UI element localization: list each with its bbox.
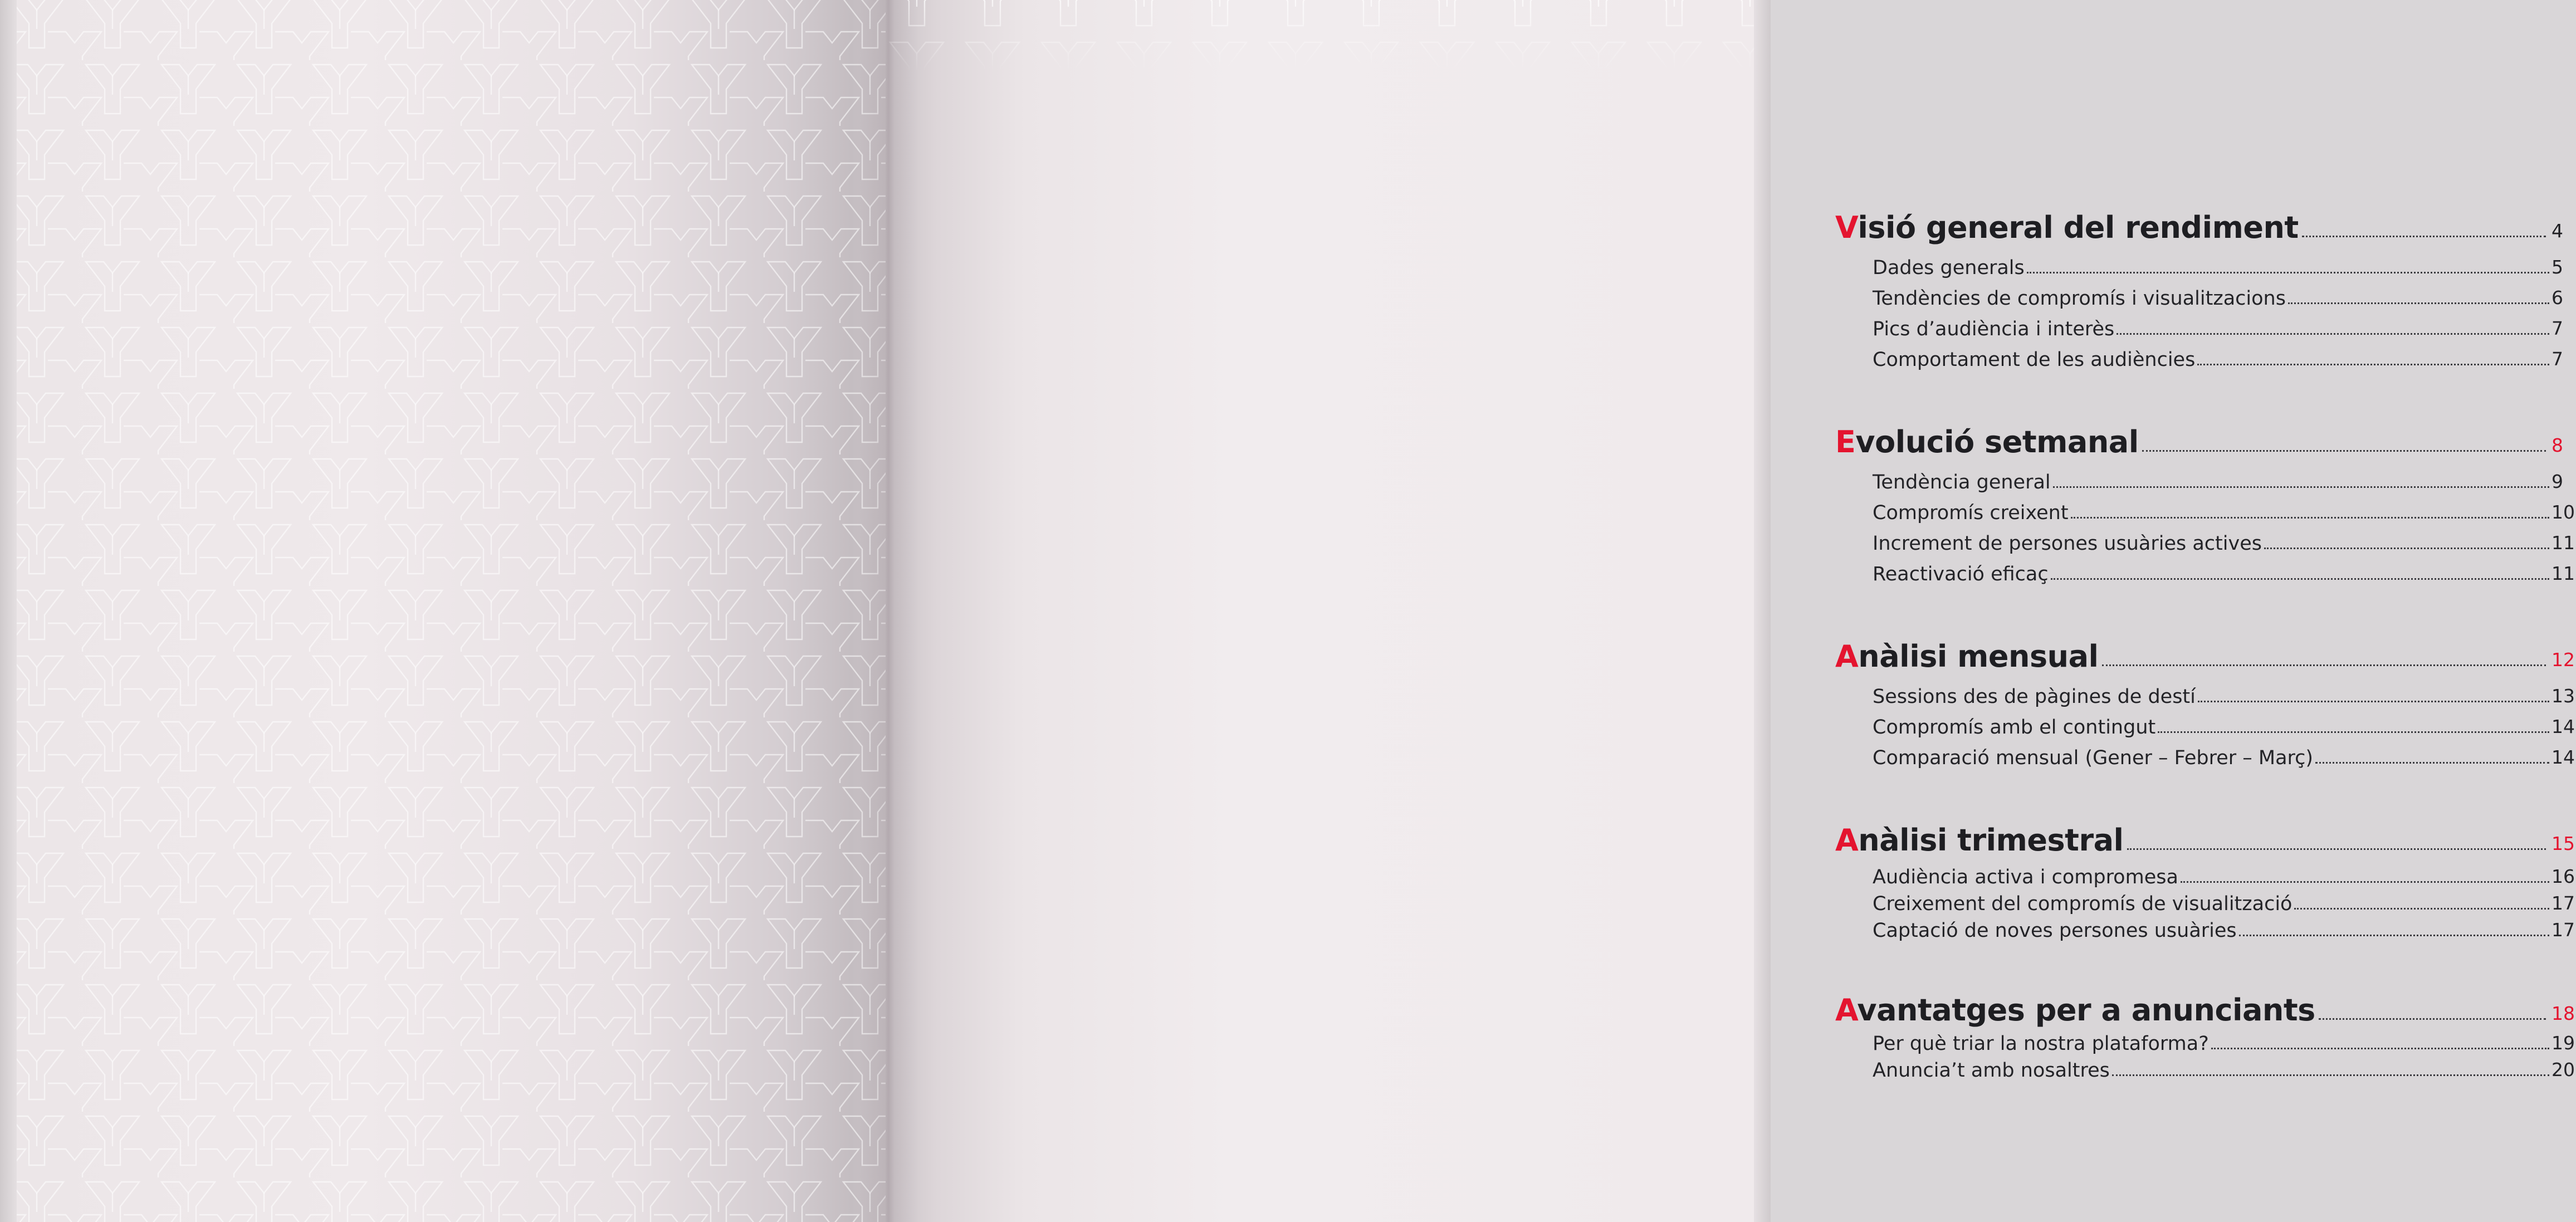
dot-leader xyxy=(2198,700,2549,702)
page-edge-left xyxy=(0,0,17,1222)
section-title xyxy=(1835,424,2139,460)
dot-leader xyxy=(2158,731,2549,733)
entry-title: Reactivació eficaç xyxy=(1873,563,2049,585)
toc-entry[interactable] xyxy=(1873,317,2576,340)
toc-section xyxy=(1835,813,2576,942)
section-initial: A xyxy=(1835,823,1859,858)
entry-page-number: 7 xyxy=(2551,348,2563,370)
dot-leader xyxy=(2027,271,2549,273)
entry-title: Compromís amb el contingut xyxy=(1873,716,2156,739)
entry-title: Comparació mensual (Gener – Febrer – Març) xyxy=(1873,747,2314,769)
dot-leader xyxy=(2288,302,2549,304)
toc-section-heading[interactable] xyxy=(1835,201,2576,245)
toc-entry[interactable] xyxy=(1873,1059,2576,1082)
entry-title: Creixement del compromís de visualització xyxy=(1873,893,2293,915)
section-page-number: 12 xyxy=(2551,649,2575,671)
toc-entry[interactable] xyxy=(1873,746,2576,769)
toc-entry[interactable] xyxy=(1873,532,2576,555)
toc-entry[interactable] xyxy=(1873,919,2576,942)
entry-page-number: 19 xyxy=(2551,1032,2575,1054)
section-title xyxy=(1835,210,2299,245)
entry-page-number: 9 xyxy=(2551,471,2563,492)
dot-leader xyxy=(2142,449,2546,452)
y-cube-pattern xyxy=(17,0,886,1222)
toc-section xyxy=(1835,415,2576,585)
dot-leader xyxy=(2181,881,2549,883)
right-page xyxy=(886,0,2575,1222)
section-title-text: isió general del rendiment xyxy=(1858,210,2299,245)
entry-page-number: 5 xyxy=(2551,256,2563,278)
dot-leader xyxy=(2294,907,2549,910)
entry-page-number: 7 xyxy=(2551,317,2563,339)
top-pattern-strip xyxy=(886,0,1754,72)
dot-leader xyxy=(2315,761,2549,764)
section-title-text: volució setmanal xyxy=(1855,424,2139,460)
dot-leader xyxy=(2264,547,2549,549)
toc-section-heading[interactable] xyxy=(1835,813,2576,858)
toc-section-heading[interactable] xyxy=(1835,983,2576,1028)
toc-entry[interactable] xyxy=(1873,471,2576,493)
entry-title: Compromís creixent xyxy=(1873,502,2069,524)
toc-entry[interactable] xyxy=(1873,563,2576,585)
entry-title: Audiència activa i compromesa xyxy=(1873,866,2178,888)
toc-entry[interactable] xyxy=(1873,892,2576,915)
dot-leader xyxy=(2127,848,2546,850)
dot-leader xyxy=(2319,1018,2546,1020)
toc-entry[interactable] xyxy=(1873,866,2576,888)
entry-title: Pics d’audiència i interès xyxy=(1873,318,2115,340)
entry-title: Tendències de compromís i visualitzacions xyxy=(1873,287,2286,310)
entry-title: Captació de noves persones usuàries xyxy=(1873,920,2237,942)
section-initial: A xyxy=(1835,639,1859,674)
section-title-text: nàlisi trimestral xyxy=(1858,823,2124,858)
dot-leader xyxy=(2053,486,2549,488)
entry-page-number: 17 xyxy=(2551,892,2575,914)
dot-leader xyxy=(2102,664,2546,666)
dot-leader xyxy=(2197,363,2549,365)
section-initial: V xyxy=(1835,210,1858,245)
section-title-text: nàlisi mensual xyxy=(1858,639,2099,674)
entry-page-number: 16 xyxy=(2551,866,2575,887)
entry-page-number: 10 xyxy=(2551,501,2575,523)
entry-page-number: 11 xyxy=(2551,563,2575,584)
section-page-number: 4 xyxy=(2551,220,2563,242)
section-page-number: 18 xyxy=(2551,1003,2575,1024)
entry-title: Increment de persones usuàries actives xyxy=(1873,532,2262,555)
section-title xyxy=(1835,993,2315,1028)
entry-title: Sessions des de pàgines de destí xyxy=(1873,686,2196,708)
entry-title: Dades generals xyxy=(1873,257,2025,279)
entry-page-number: 14 xyxy=(2551,746,2575,768)
entry-title: Anuncia’t amb nosaltres xyxy=(1873,1059,2110,1082)
dot-leader xyxy=(2112,1074,2549,1076)
entry-page-number: 17 xyxy=(2551,919,2575,941)
toc-entry[interactable] xyxy=(1873,256,2576,279)
section-initial: E xyxy=(1835,424,1856,460)
section-title xyxy=(1835,639,2099,674)
section-initial: A xyxy=(1835,993,1858,1028)
entry-page-number: 11 xyxy=(2551,532,2575,554)
toc-entry[interactable] xyxy=(1873,501,2576,524)
entry-page-number: 14 xyxy=(2551,716,2575,737)
toc-section xyxy=(1835,983,2576,1082)
section-title xyxy=(1835,823,2124,858)
dot-leader xyxy=(2116,333,2549,335)
entry-page-number: 6 xyxy=(2551,287,2563,309)
dot-leader xyxy=(2211,1047,2549,1049)
section-page-number: 15 xyxy=(2551,833,2575,854)
entry-title: Per què triar la nostra plataforma? xyxy=(1873,1033,2209,1055)
dot-leader xyxy=(2071,516,2549,519)
dot-leader xyxy=(2302,235,2546,237)
toc-section-heading[interactable] xyxy=(1835,629,2576,674)
section-page-number: 8 xyxy=(2551,434,2563,456)
entry-title: Comportament de les audiències xyxy=(1873,349,2196,371)
toc-entry[interactable] xyxy=(1873,716,2576,739)
entry-title: Tendència general xyxy=(1873,471,2051,493)
toc-section-heading[interactable] xyxy=(1835,415,2576,460)
left-page xyxy=(17,0,886,1222)
toc-section xyxy=(1835,201,2576,371)
toc-entry[interactable] xyxy=(1873,348,2576,371)
entry-page-number: 20 xyxy=(2551,1059,2575,1081)
dot-leader xyxy=(2051,578,2549,580)
toc-entry[interactable] xyxy=(1873,685,2576,708)
entry-page-number: 13 xyxy=(2551,685,2575,707)
dot-leader xyxy=(2239,934,2549,936)
toc-entry[interactable] xyxy=(1873,287,2576,310)
toc-section xyxy=(1835,629,2576,769)
toc-entry[interactable] xyxy=(1873,1032,2576,1055)
section-title-text: vantatges per a anunciants xyxy=(1857,993,2315,1028)
page-edge-right xyxy=(1754,0,1771,1222)
